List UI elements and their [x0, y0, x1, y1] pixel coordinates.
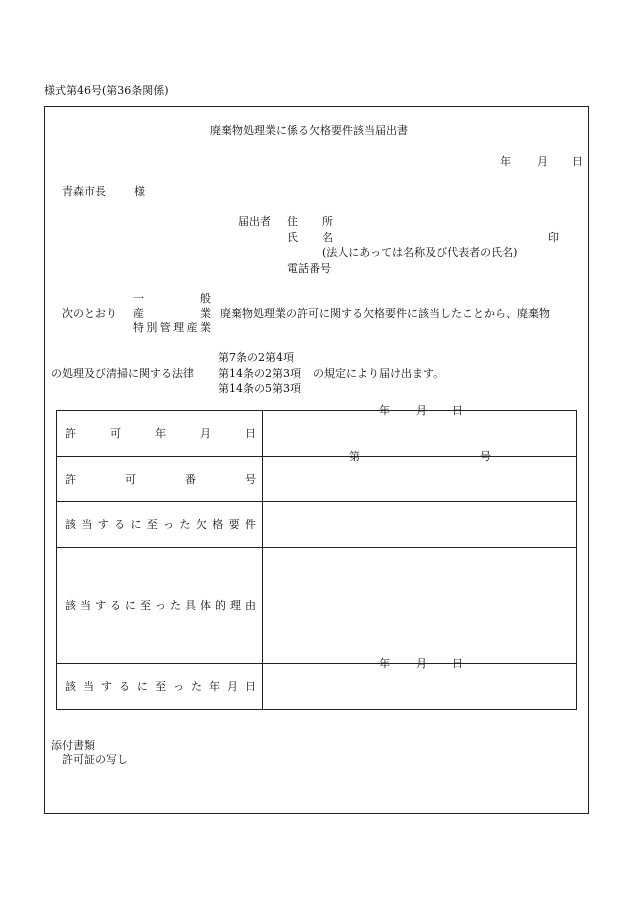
table-row: [57, 502, 577, 548]
phone-label: 電話番号: [287, 262, 331, 275]
industry-option-general: 一 般: [133, 292, 211, 305]
article-option-14-2: 第14条の2第3項: [218, 367, 301, 380]
applicant-label: 届出者: [238, 215, 271, 228]
table-row: [57, 411, 577, 457]
form-number: 様式第46号(第36条関係): [44, 84, 169, 97]
table-row: [57, 457, 577, 502]
name-label-1: 氏: [287, 231, 298, 244]
details-table: [56, 404, 577, 710]
permit-number-field[interactable]: 第 号: [263, 457, 577, 502]
document-title: 廃棄物処理業に係る欠格要件該当届出書: [210, 124, 408, 137]
statement-text-line2: の処理及び清掃に関する法律: [51, 367, 194, 380]
address-label-2: 所: [322, 215, 333, 228]
table-row: [57, 548, 577, 664]
statement-intro: 次のとおり: [62, 307, 117, 320]
seal-mark: 印: [548, 231, 559, 244]
name-label-2: 名: [322, 231, 333, 244]
permit-date-field[interactable]: 年 月 日: [263, 411, 577, 457]
table-row: [57, 664, 577, 710]
attachments-title: 添付書類: [51, 739, 95, 752]
permit-number-label: 許 可 番 号: [57, 457, 263, 502]
statement-text-suffix: の規定により届け出ます。: [313, 367, 445, 380]
industry-option-industrial: 産 業: [133, 307, 211, 320]
specific-reason-field[interactable]: [263, 548, 577, 664]
corporation-note: (法人にあっては名称及び代表者の氏名): [322, 246, 518, 259]
specific-reason-label: 該 当 す る に 至 っ た 具 体 的 理 由: [57, 548, 263, 664]
address-label-1: 住: [287, 215, 298, 228]
attachment-item: 許可証の写し: [62, 753, 128, 766]
date-day-label: 日: [572, 155, 583, 168]
permit-date-label: 許 可 年 月 日: [57, 411, 263, 457]
disqualification-field[interactable]: [263, 502, 577, 548]
statement-text-line1: 廃棄物処理業の許可に関する欠格要件に該当したことから、廃棄物: [220, 307, 550, 320]
addressee: 青森市長: [62, 185, 106, 198]
article-option-7-2: 第7条の2第4項: [218, 351, 294, 364]
date-month-label: 月: [537, 155, 548, 168]
addressee-honorific: 様: [134, 185, 145, 198]
occurrence-date-field[interactable]: 年 月 日: [263, 664, 577, 710]
article-option-14-5: 第14条の5第3項: [218, 382, 301, 395]
industry-option-special: 特 別 管 理 産 業: [133, 321, 211, 334]
occurrence-date-label: 該 当 す る に 至 っ た 年 月 日: [57, 664, 263, 710]
disqualification-label: 該 当 す る に 至 っ た 欠 格 要 件: [57, 502, 263, 548]
date-year-label: 年: [500, 155, 511, 168]
